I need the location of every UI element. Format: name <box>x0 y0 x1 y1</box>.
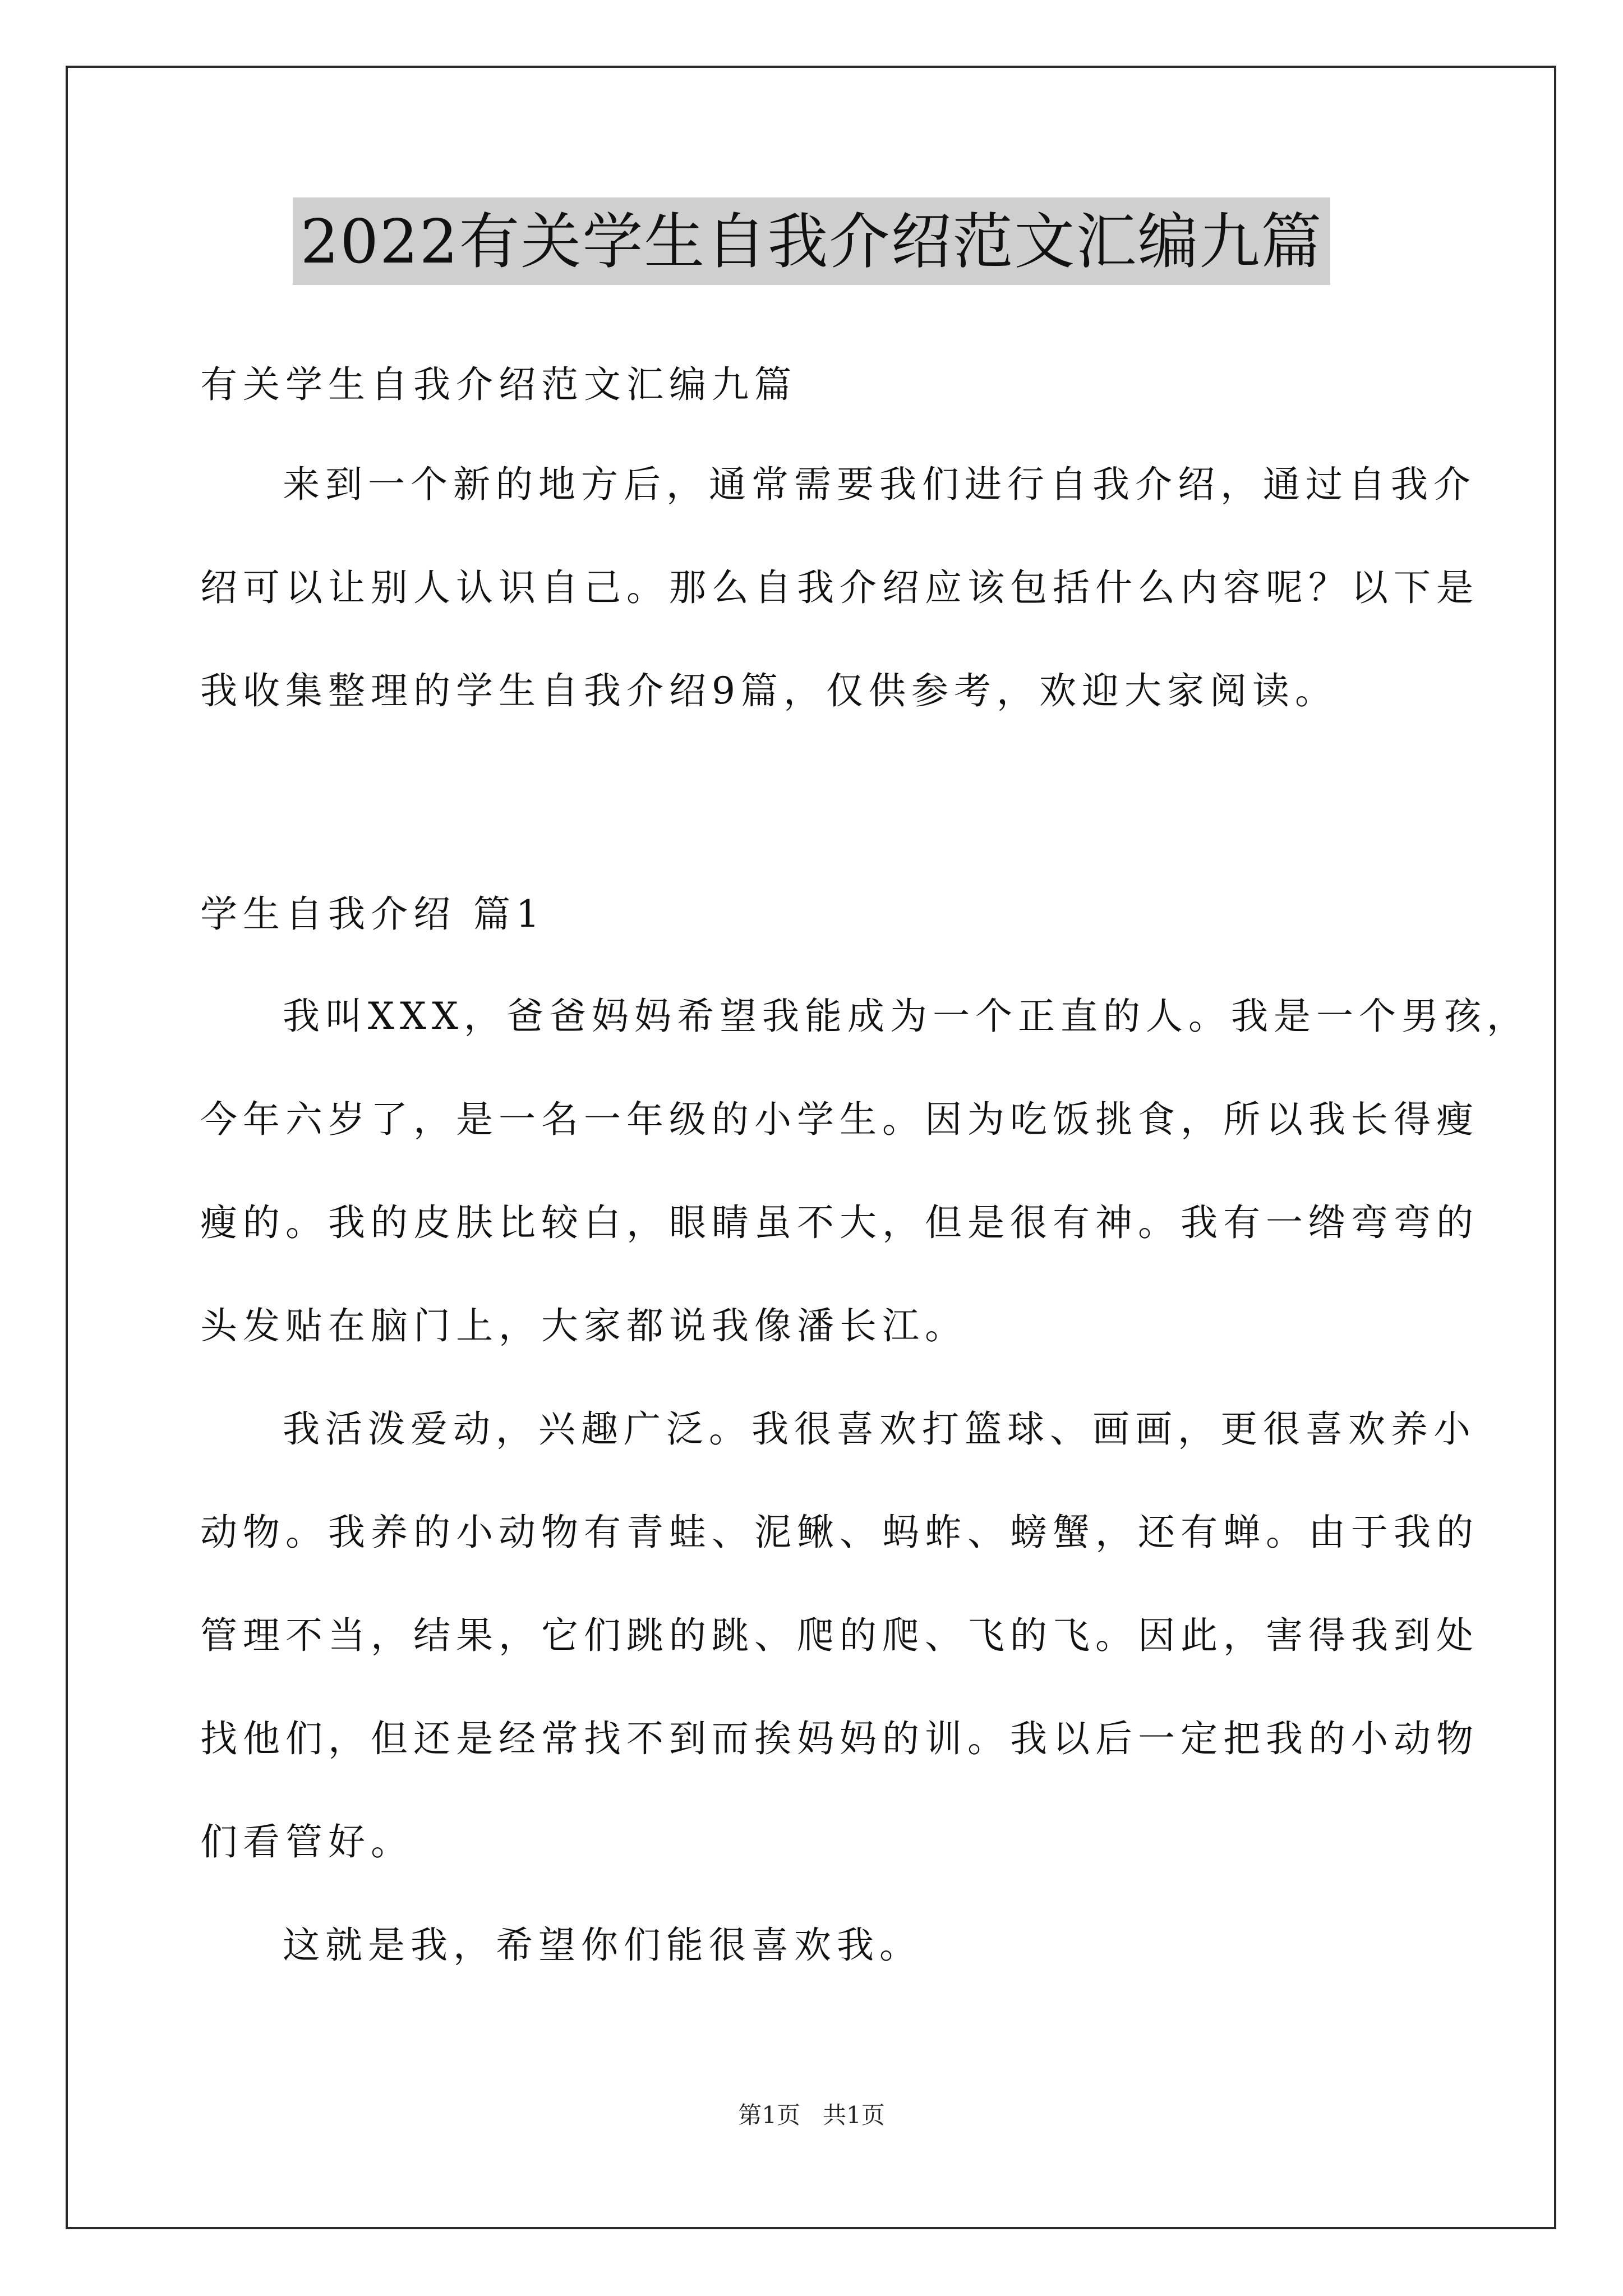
section-heading: 学生自我介绍 篇1 <box>200 892 545 936</box>
paragraph-line: 找他们，但还是经常找不到而挨妈妈的训。我以后一定把我的小动物 <box>200 1717 1479 1760</box>
paragraph-line: 们看管好。 <box>200 1820 413 1864</box>
paragraph-line: 管理不当，结果，它们跳的跳、爬的爬、飞的飞。因此，害得我到处 <box>200 1614 1479 1657</box>
page-number-label: 第1页 共1页 <box>738 2101 885 2129</box>
paragraph-line: 瘦的。我的皮肤比较白，眼睛虽不大，但是很有神。我有一绺弯弯的 <box>200 1201 1479 1244</box>
document-subtitle: 有关学生自我介绍范文汇编九篇 <box>200 363 797 406</box>
intro-line: 绍可以让别人认识自己。那么自我介绍应该包括什么内容呢？以下是 <box>200 566 1479 609</box>
paragraph-line: 头发贴在脑门上，大家都说我像潘长江。 <box>200 1304 967 1347</box>
title-block <box>0 197 1623 285</box>
document-title: 2022有关学生自我介绍范文汇编九篇 <box>293 197 1331 285</box>
page-footer <box>0 2097 1623 2131</box>
intro-line: 我收集整理的学生自我介绍9篇，仅供参考，欢迎大家阅读。 <box>200 669 1338 712</box>
paragraph-line: 动物。我养的小动物有青蛙、泥鳅、蚂蚱、螃蟹，还有蝉。由于我的 <box>200 1511 1479 1554</box>
paragraph-line: 我活泼爱动，兴趣广泛。我很喜欢打篮球、画画，更很喜欢养小 <box>283 1407 1476 1451</box>
paragraph-line: 这就是我，希望你们能很喜欢我。 <box>283 1924 922 1967</box>
intro-line: 来到一个新的地方后，通常需要我们进行自我介绍，通过自我介 <box>283 463 1476 506</box>
paragraph-line: 今年六岁了，是一名一年级的小学生。因为吃饭挑食，所以我长得瘦 <box>200 1098 1479 1141</box>
paragraph-line: 我叫XXX，爸爸妈妈希望我能成为一个正直的人。我是一个男孩， <box>283 995 1529 1038</box>
